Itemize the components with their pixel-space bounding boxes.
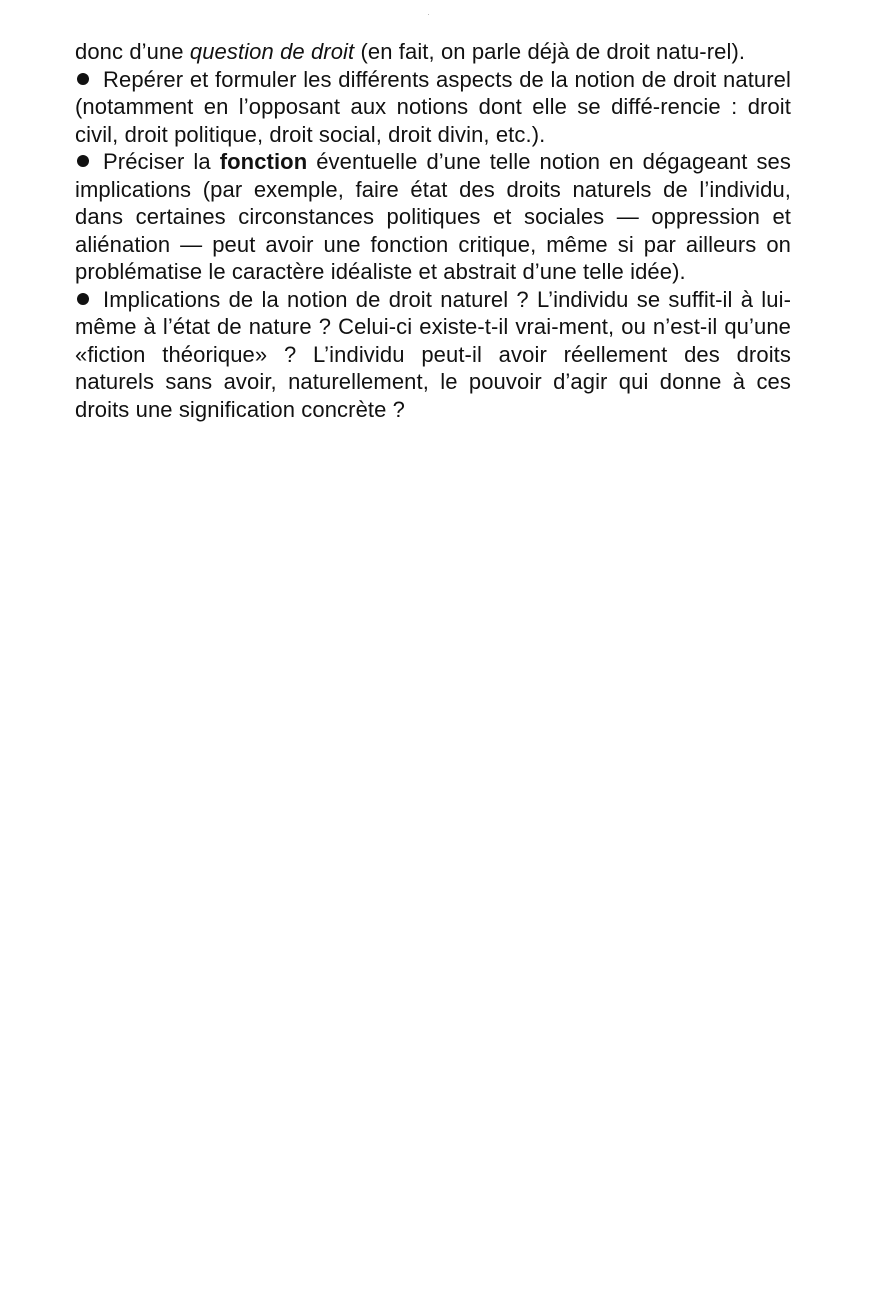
scan-speck: [428, 14, 429, 15]
intro-text-end: (en fait, on parle déjà de droit natu-rel).: [354, 39, 746, 64]
intro-emphasis: question de droit: [189, 39, 355, 64]
bullet-dot-icon: [77, 155, 89, 167]
bullet-text-2-end: éventuelle d’une telle notion en dégageant ses implications (par exemple, faire état des droits naturels de l’individu, dans certaines circonstances politiques et sociales — oppression et aliénation — peut avoir une fonction critique, même si par ailleurs on problématise le caractère idéaliste et abstrait d’une telle idée).: [75, 149, 791, 284]
bullet-text-2-bold: fonction: [219, 149, 308, 174]
intro-paragraph: [75, 38, 791, 66]
bullet-text-1: Repérer et formuler les différents aspects de la notion de droit naturel (notamment en l’opposant aux notions dont elle se diffé-rencie : droit civil, droit politique, droit social, droit divin, etc.).: [75, 66, 791, 147]
bullet-item-1: [75, 66, 791, 149]
bullet-text-2-start: Préciser la: [103, 149, 220, 174]
bullet-item-3: [75, 286, 791, 424]
document-page: [75, 38, 791, 423]
intro-text-start: donc d’une: [75, 39, 190, 64]
bullet-dot-icon: [77, 293, 89, 305]
bullet-item-2: [75, 148, 791, 286]
bullet-dot-icon: [77, 73, 89, 85]
bullet-text-3: Implications de la notion de droit naturel ? L’individu se suffit-il à lui-même à l’état de nature ? Celui-ci existe-t-il vrai-ment, ou n’est-il qu’une «fiction théorique» ? L’individu peut-il avoir réellement des droits naturels sans avoir, naturellement, le pouvoir d’agir qui donne à ces droits une signification concrète ?: [75, 286, 791, 422]
